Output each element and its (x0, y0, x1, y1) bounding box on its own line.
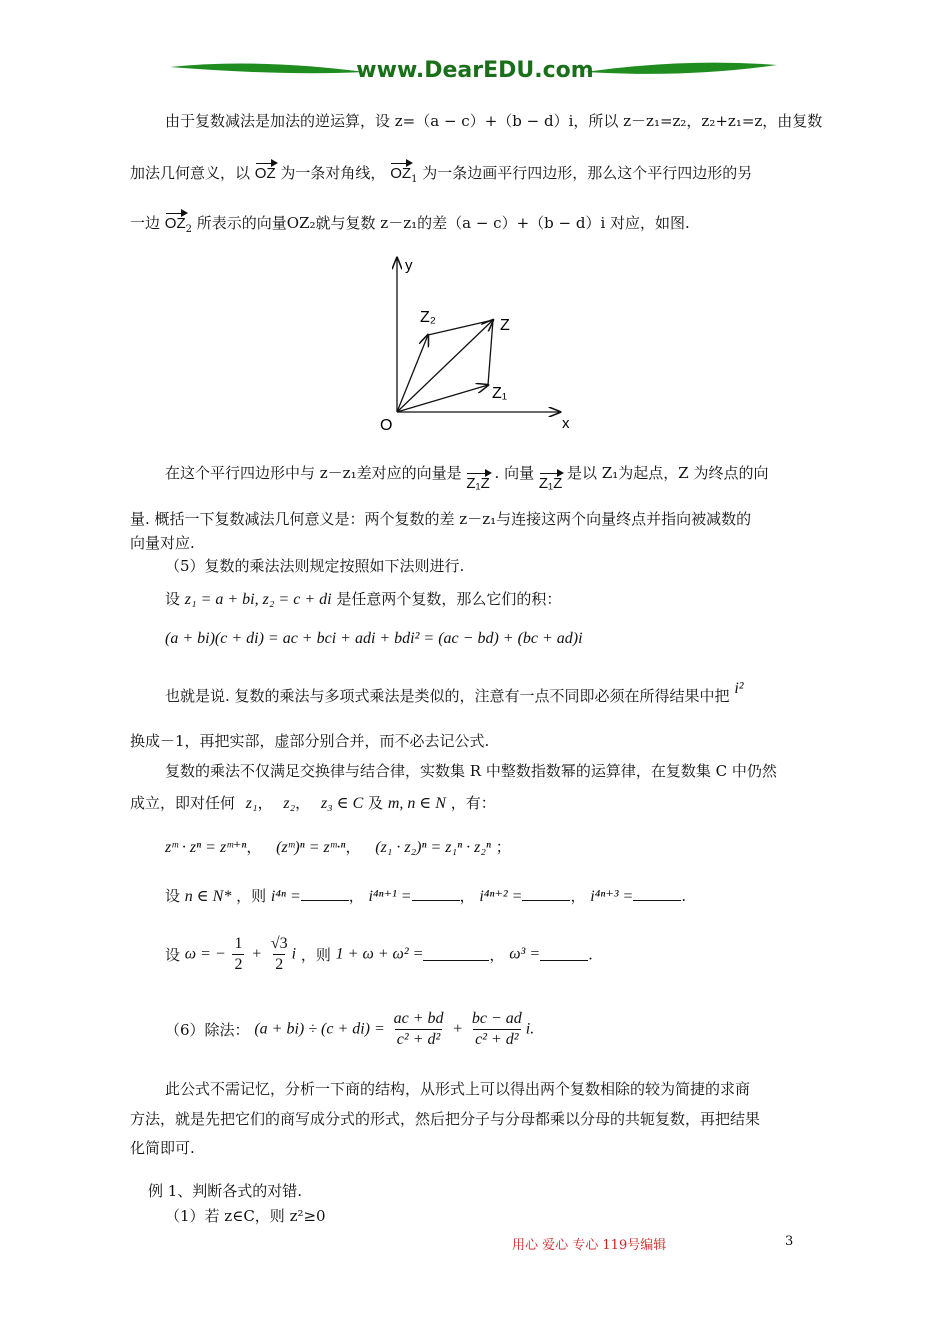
answer-blank[interactable] (540, 948, 588, 961)
sub-line-2 (130, 162, 752, 185)
i-tail: i. (525, 1020, 535, 1038)
text: 为一条对角线， (280, 164, 386, 182)
text: . 向量 (494, 464, 535, 482)
division-heading: （6）除法： (165, 1021, 250, 1039)
sub-line-1: 由于复数减法是加法的逆运算，设 z=（a − c）+（b − d）i，所以 z－z₁=z₂，z₂+z₁=z，由复数 (165, 112, 823, 130)
text: 设 (165, 946, 181, 964)
example-item-1: （1）若 z∈C，则 z²≥0 (165, 1207, 326, 1225)
i-4n: i⁴ⁿ = (270, 888, 301, 905)
mult-note-1 (165, 680, 744, 706)
denominator: c² + d² (475, 1031, 519, 1048)
i-4n3: i⁴ⁿ⁺³ = (590, 888, 634, 905)
power-rules: zᵐ · zⁿ = zᵐ⁺ⁿ， (zᵐ)ⁿ = zᵐ·ⁿ， (z₁ · z₂)ⁿ = z₁ⁿ · z₂ⁿ ； (165, 838, 511, 856)
answer-blank[interactable] (301, 888, 349, 901)
text: 设 (165, 590, 181, 608)
vector-oz2-line (397, 335, 428, 412)
i-squared: i² (734, 680, 744, 697)
text: 加法几何意义，以 (130, 164, 251, 182)
mult-note-2: 换成－1，再把实部，虚部分别合并，而不必去记公式. (130, 732, 490, 750)
omega-cubed: ω³ = (509, 945, 541, 963)
sub2-line-1 (165, 462, 769, 492)
n-natural: n ∈ N* (184, 888, 232, 905)
text: 是任意两个复数，那么它们的积： (336, 590, 562, 608)
denominator: c² + d² (396, 1031, 441, 1048)
question-omega: 设 ω = − $\frac{1}{2}$ + $\frac{√3}{2}$ i ，则 1 + ω + ω² = ， ω³ = . (165, 935, 593, 973)
text: 设 (165, 887, 181, 905)
answer-blank[interactable] (522, 888, 570, 901)
origin-label: O (380, 417, 393, 434)
z1: z₁ (245, 795, 258, 812)
mult-set (165, 588, 561, 609)
sub2-line-2: 量. 概括一下复数减法几何意义是：两个复数的差 z－z₁与连接这两个向量终点并指向被减数的 (130, 510, 752, 528)
vector-oz1: OZ (390, 165, 412, 182)
i-4n2: i⁴ⁿ⁺² = (479, 888, 523, 905)
text: 为一条边画平行四边形，那么这个平行四边形的另 (422, 164, 753, 182)
y-label: y (405, 257, 413, 274)
answer-blank[interactable] (423, 948, 489, 961)
text: ，则 (236, 887, 267, 905)
vector-z1z-2: Z₁Z (538, 475, 563, 492)
page-header (165, 52, 785, 92)
i-4n1: i⁴ⁿ⁺¹ = (368, 888, 412, 905)
text: 是以 Z₁为起点，Z 为终点的向 (567, 464, 769, 482)
z3: z₃ ∈ C (320, 795, 364, 812)
text: 成立，即对任何 (130, 794, 236, 812)
law-line-1: 复数的乘法不仅满足交换律与结合律，实数集 R 中整数指数幂的运算律，在复数集 C 中仍然 (165, 762, 777, 780)
sqrt3-fraction (269, 935, 290, 974)
numerator: bc − ad (471, 1010, 522, 1027)
sub2: 2 (185, 224, 193, 235)
footer-motto: 用心 爱心 专心 119号编辑 (512, 1238, 667, 1253)
fraction-imag (470, 1010, 524, 1049)
text: ，则 (300, 946, 331, 964)
example-title: 例 1、判断各式的对错. (148, 1182, 303, 1200)
text: ，有： (450, 794, 496, 812)
text: 也就是说. 复数的乘法与多项式乘法是类似的，注意有一点不同即必须在所得结果中把 (165, 687, 730, 705)
division-lhs: (a + bi) ÷ (c + di) = (254, 1020, 385, 1038)
mult-heading: （5）复数的乘法法则规定按照如下法则进行. (165, 557, 465, 575)
text: 一边 (130, 214, 161, 232)
mult-formula: (a + bi)(c + di) = ac + bci + adi + bdi² = (ac − bd) + (bc + ad)i (165, 630, 583, 647)
rule-3: (z₁ · z₂)ⁿ = z₁ⁿ · z₂ⁿ (375, 839, 491, 856)
i: i (291, 945, 297, 963)
rule-2: (zᵐ)ⁿ = zᵐ·ⁿ (276, 839, 346, 856)
plus: + (452, 1020, 464, 1038)
denominator: 2 (234, 956, 243, 973)
z1-z-side (488, 320, 493, 385)
numerator: ac + bd (393, 1010, 444, 1027)
vector-z1z: Z₁Z (466, 475, 490, 492)
division-p-1: 此公式不需记忆，分析一下商的结构，从形式上可以得出两个复数相除的较为简捷的求商 (165, 1080, 751, 1098)
text: 在这个平行四边形中与 z－z₁差对应的向量是 (165, 464, 462, 482)
division-line (165, 1010, 534, 1049)
z2-label: Z₂ (420, 309, 436, 326)
z2: z₂ (283, 795, 296, 812)
answer-blank[interactable] (633, 888, 681, 901)
plus: + (251, 945, 263, 963)
text: 及 (368, 794, 384, 812)
omega: ω = − (184, 945, 226, 963)
z2-z-side (428, 320, 493, 335)
mn: m, n ∈ N (387, 795, 446, 812)
text: ； (495, 838, 511, 856)
omega-sum: 1 + ω + ω² = (335, 945, 424, 963)
sub-line-3 (130, 212, 690, 235)
sub2-line-3: 向量对应. (130, 534, 195, 552)
z-label: Z (500, 317, 510, 334)
division-p-3: 化简即可. (130, 1139, 195, 1157)
site-logo-text: www.DearEDU.com (356, 58, 594, 83)
question-i-powers: 设 n ∈ N* ，则 i⁴ⁿ = ， i⁴ⁿ⁺¹ = ， i⁴ⁿ⁺² = ， i⁴ⁿ⁺³ = . (165, 887, 687, 905)
numerator: 1 (234, 935, 243, 952)
text: . (588, 945, 593, 964)
vector-oz2: OZ (164, 215, 186, 232)
z1-label: Z₁ (492, 385, 508, 402)
page-number: 3 (785, 1234, 794, 1249)
answer-blank[interactable] (412, 888, 460, 901)
law-line-2: 成立，即对任何 z₁， z₂， z₃ ∈ C 及 m, n ∈ N ，有： (130, 794, 496, 812)
vector-oz: OZ (254, 165, 276, 182)
rule-1: zᵐ · zⁿ = zᵐ⁺ⁿ (165, 839, 247, 856)
division-p-2: 方法，就是先把它们的商写成分式的形式，然后把分子与分母都乘以分母的共轭复数，再把结果 (130, 1110, 761, 1128)
text: 所表示的向量OZ₂就与复数 z－z₁的差（a − c）+（b − d）i 对应，如图. (196, 214, 690, 232)
z-definition: z₁ = a + bi, z₂ = c + di (184, 591, 332, 608)
numerator: √3 (270, 935, 288, 952)
fraction-real (392, 1010, 446, 1049)
parallelogram-diagram (370, 250, 590, 440)
denominator: 2 (275, 956, 284, 973)
sub1: 1 (411, 174, 418, 185)
x-label: x (562, 415, 570, 432)
half-fraction (232, 935, 244, 974)
